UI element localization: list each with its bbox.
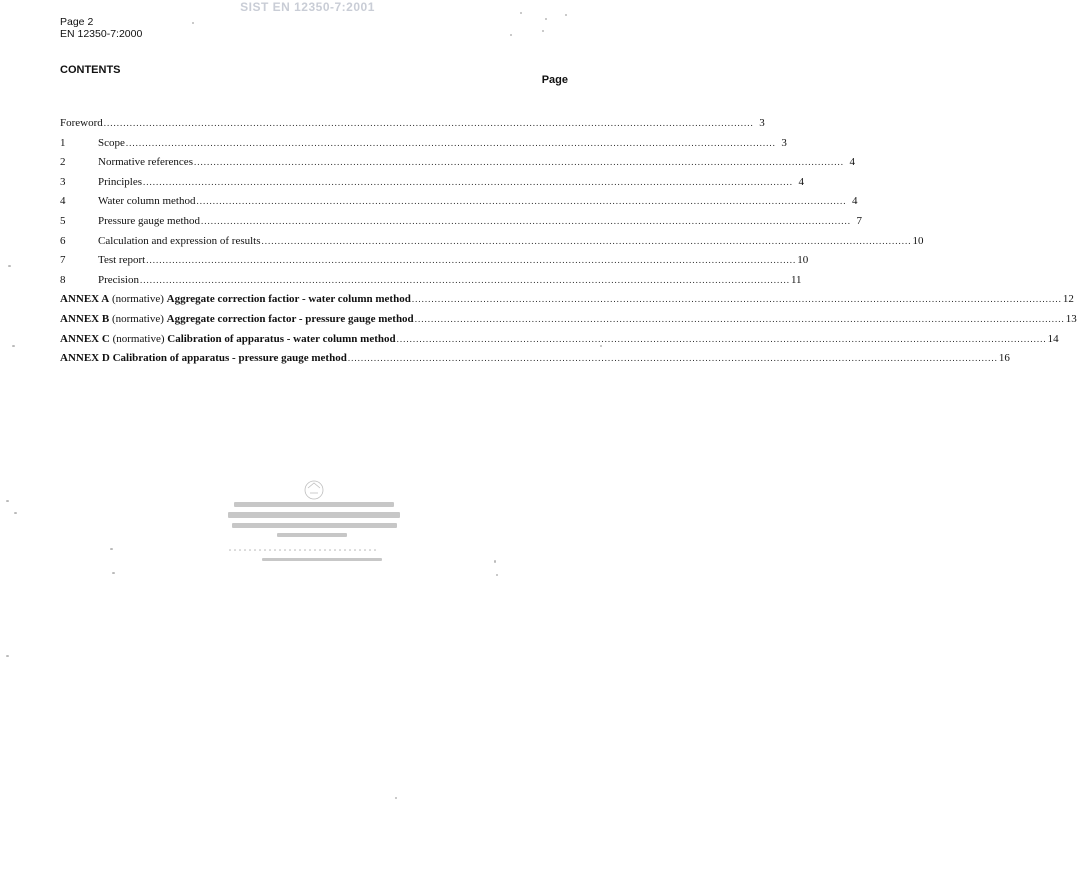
toc-entry-page: 16 bbox=[998, 352, 1010, 365]
toc-entry-page: 3 bbox=[759, 117, 765, 129]
toc-entry-number: 2 bbox=[60, 156, 66, 169]
annex-label: ANNEX D bbox=[60, 352, 110, 365]
leader-dots: ........................................................................................................................................................................................................ bbox=[347, 353, 998, 364]
toc-entry-number: 6 bbox=[60, 234, 66, 247]
toc-entry-title bbox=[60, 333, 396, 345]
toc-entry-title: Principles bbox=[98, 175, 142, 188]
watermark: SIST EN 12350-7:2001 bbox=[240, 0, 375, 14]
scan-speck bbox=[112, 572, 115, 574]
scan-speck bbox=[542, 30, 544, 32]
scan-speck bbox=[8, 265, 11, 267]
toc-entry-title: Test report bbox=[98, 254, 146, 267]
leader-dots: ........................................................................................................................................................................................................ bbox=[125, 137, 776, 148]
leader-dots: ........................................................................................................................................................................................................ bbox=[139, 274, 790, 285]
toc-entry-scope[interactable] bbox=[60, 136, 787, 157]
scan-speck bbox=[520, 12, 522, 14]
annex-label: ANNEX C bbox=[60, 332, 110, 345]
toc-entry-title: Calculation and expression of results bbox=[98, 234, 261, 247]
leader-dots: ........................................................................................................................................................................................................ bbox=[103, 118, 754, 128]
scan-speck bbox=[110, 548, 113, 550]
leader-dots: ........................................................................................................................................................................................................ bbox=[414, 313, 1065, 324]
toc-entry-title: Water column method bbox=[98, 195, 196, 208]
toc-entry-page: 4 bbox=[851, 195, 858, 208]
toc-entry-page: 14 bbox=[1047, 332, 1059, 345]
toc-entry-title: Scope bbox=[98, 136, 125, 149]
scan-speck bbox=[565, 14, 567, 16]
toc-entry-page: 11 bbox=[790, 273, 802, 286]
stamp-graphic bbox=[222, 480, 407, 580]
scan-speck bbox=[494, 560, 496, 563]
toc-entry-number: 4 bbox=[60, 195, 66, 208]
toc-entry-number: 5 bbox=[60, 214, 66, 227]
table-of-contents bbox=[60, 117, 1077, 372]
annex-type: (normative) bbox=[109, 332, 168, 345]
annex-title: Calibration of apparatus - pressure gauge method bbox=[112, 352, 347, 365]
toc-entry-test-report[interactable] bbox=[60, 254, 809, 274]
toc-entry-principles[interactable] bbox=[60, 175, 804, 196]
toc-entry-title: Foreword bbox=[60, 117, 103, 129]
toc-entry-water-column-method[interactable] bbox=[60, 195, 858, 215]
toc-entry-title bbox=[60, 293, 411, 305]
toc-entry-title bbox=[60, 352, 347, 364]
annex-title: Aggregate correction factor - pressure gauge method bbox=[166, 312, 414, 325]
toc-entry-number: 8 bbox=[60, 273, 66, 286]
annex-title: Calibration of apparatus - water column method bbox=[167, 332, 396, 345]
toc-entry-page: 12 bbox=[1062, 293, 1074, 306]
scan-speck bbox=[545, 18, 547, 20]
toc-entry-annex-b[interactable] bbox=[60, 312, 1077, 333]
scan-speck bbox=[6, 655, 9, 657]
annex-label: ANNEX A bbox=[60, 293, 110, 306]
scan-speck bbox=[510, 34, 512, 36]
leader-dots: ........................................................................................................................................................................................................ bbox=[261, 235, 912, 246]
leader-dots: ........................................................................................................................................................................................................ bbox=[411, 294, 1062, 305]
toc-entry-number: 1 bbox=[60, 136, 66, 149]
scan-speck bbox=[192, 22, 194, 24]
toc-entry-title: Pressure gauge method bbox=[98, 214, 201, 227]
annex-label: ANNEX B bbox=[60, 312, 110, 325]
contents-title: CONTENTS bbox=[60, 64, 121, 76]
toc-entry-page: 3 bbox=[781, 136, 787, 149]
scan-speck bbox=[496, 574, 498, 576]
page-number: Page 2 bbox=[60, 16, 94, 28]
leader-dots: ........................................................................................................................................................................................................ bbox=[396, 333, 1047, 344]
leader-dots: ........................................................................................................................................................................................................ bbox=[196, 196, 847, 207]
scan-speck bbox=[395, 797, 397, 799]
library-stamp bbox=[222, 480, 407, 580]
toc-entry-normative-references[interactable] bbox=[60, 156, 855, 176]
toc-entry-page: 7 bbox=[856, 214, 863, 227]
toc-entry-title: Precision bbox=[98, 273, 139, 286]
toc-entry-precision[interactable] bbox=[60, 273, 802, 294]
toc-entry-pressure-gauge-method[interactable] bbox=[60, 214, 863, 235]
toc-entry-number: 3 bbox=[60, 175, 66, 188]
toc-entry-calculation[interactable] bbox=[60, 234, 924, 255]
standard-id: EN 12350-7:2000 bbox=[60, 28, 143, 40]
annex-type: (normative) bbox=[109, 312, 167, 325]
leader-dots: ........................................................................................................................................................................................................ bbox=[146, 255, 797, 266]
toc-entry-page: 10 bbox=[797, 254, 809, 267]
toc-entry-annex-d[interactable] bbox=[60, 352, 1010, 372]
toc-entry-annex-a[interactable] bbox=[60, 293, 1074, 313]
annex-title: Aggregate correction factior - water column method bbox=[166, 293, 411, 306]
toc-entry-title: Normative references bbox=[98, 156, 193, 169]
toc-entry-annex-c[interactable] bbox=[60, 332, 1059, 353]
scan-speck bbox=[14, 512, 17, 514]
scan-speck bbox=[12, 345, 15, 347]
toc-entry-title bbox=[60, 313, 414, 325]
scan-speck bbox=[600, 345, 602, 347]
leader-dots: ........................................................................................................................................................................................................ bbox=[193, 157, 844, 168]
toc-entry-page: 4 bbox=[849, 156, 855, 169]
scan-speck bbox=[6, 500, 9, 502]
toc-entry-page: 4 bbox=[798, 175, 804, 188]
toc-entry-page: 13 bbox=[1065, 312, 1077, 325]
leader-dots: ........................................................................................................................................................................................................ bbox=[143, 176, 793, 187]
toc-entry-number: 7 bbox=[60, 254, 66, 267]
toc-entry-foreword[interactable] bbox=[60, 117, 765, 137]
page-column-label: Page bbox=[541, 74, 568, 86]
leader-dots: ........................................................................................................................................................................................................ bbox=[201, 215, 852, 226]
toc-entry-page: 10 bbox=[912, 234, 924, 247]
annex-type: (normative) bbox=[109, 293, 167, 306]
